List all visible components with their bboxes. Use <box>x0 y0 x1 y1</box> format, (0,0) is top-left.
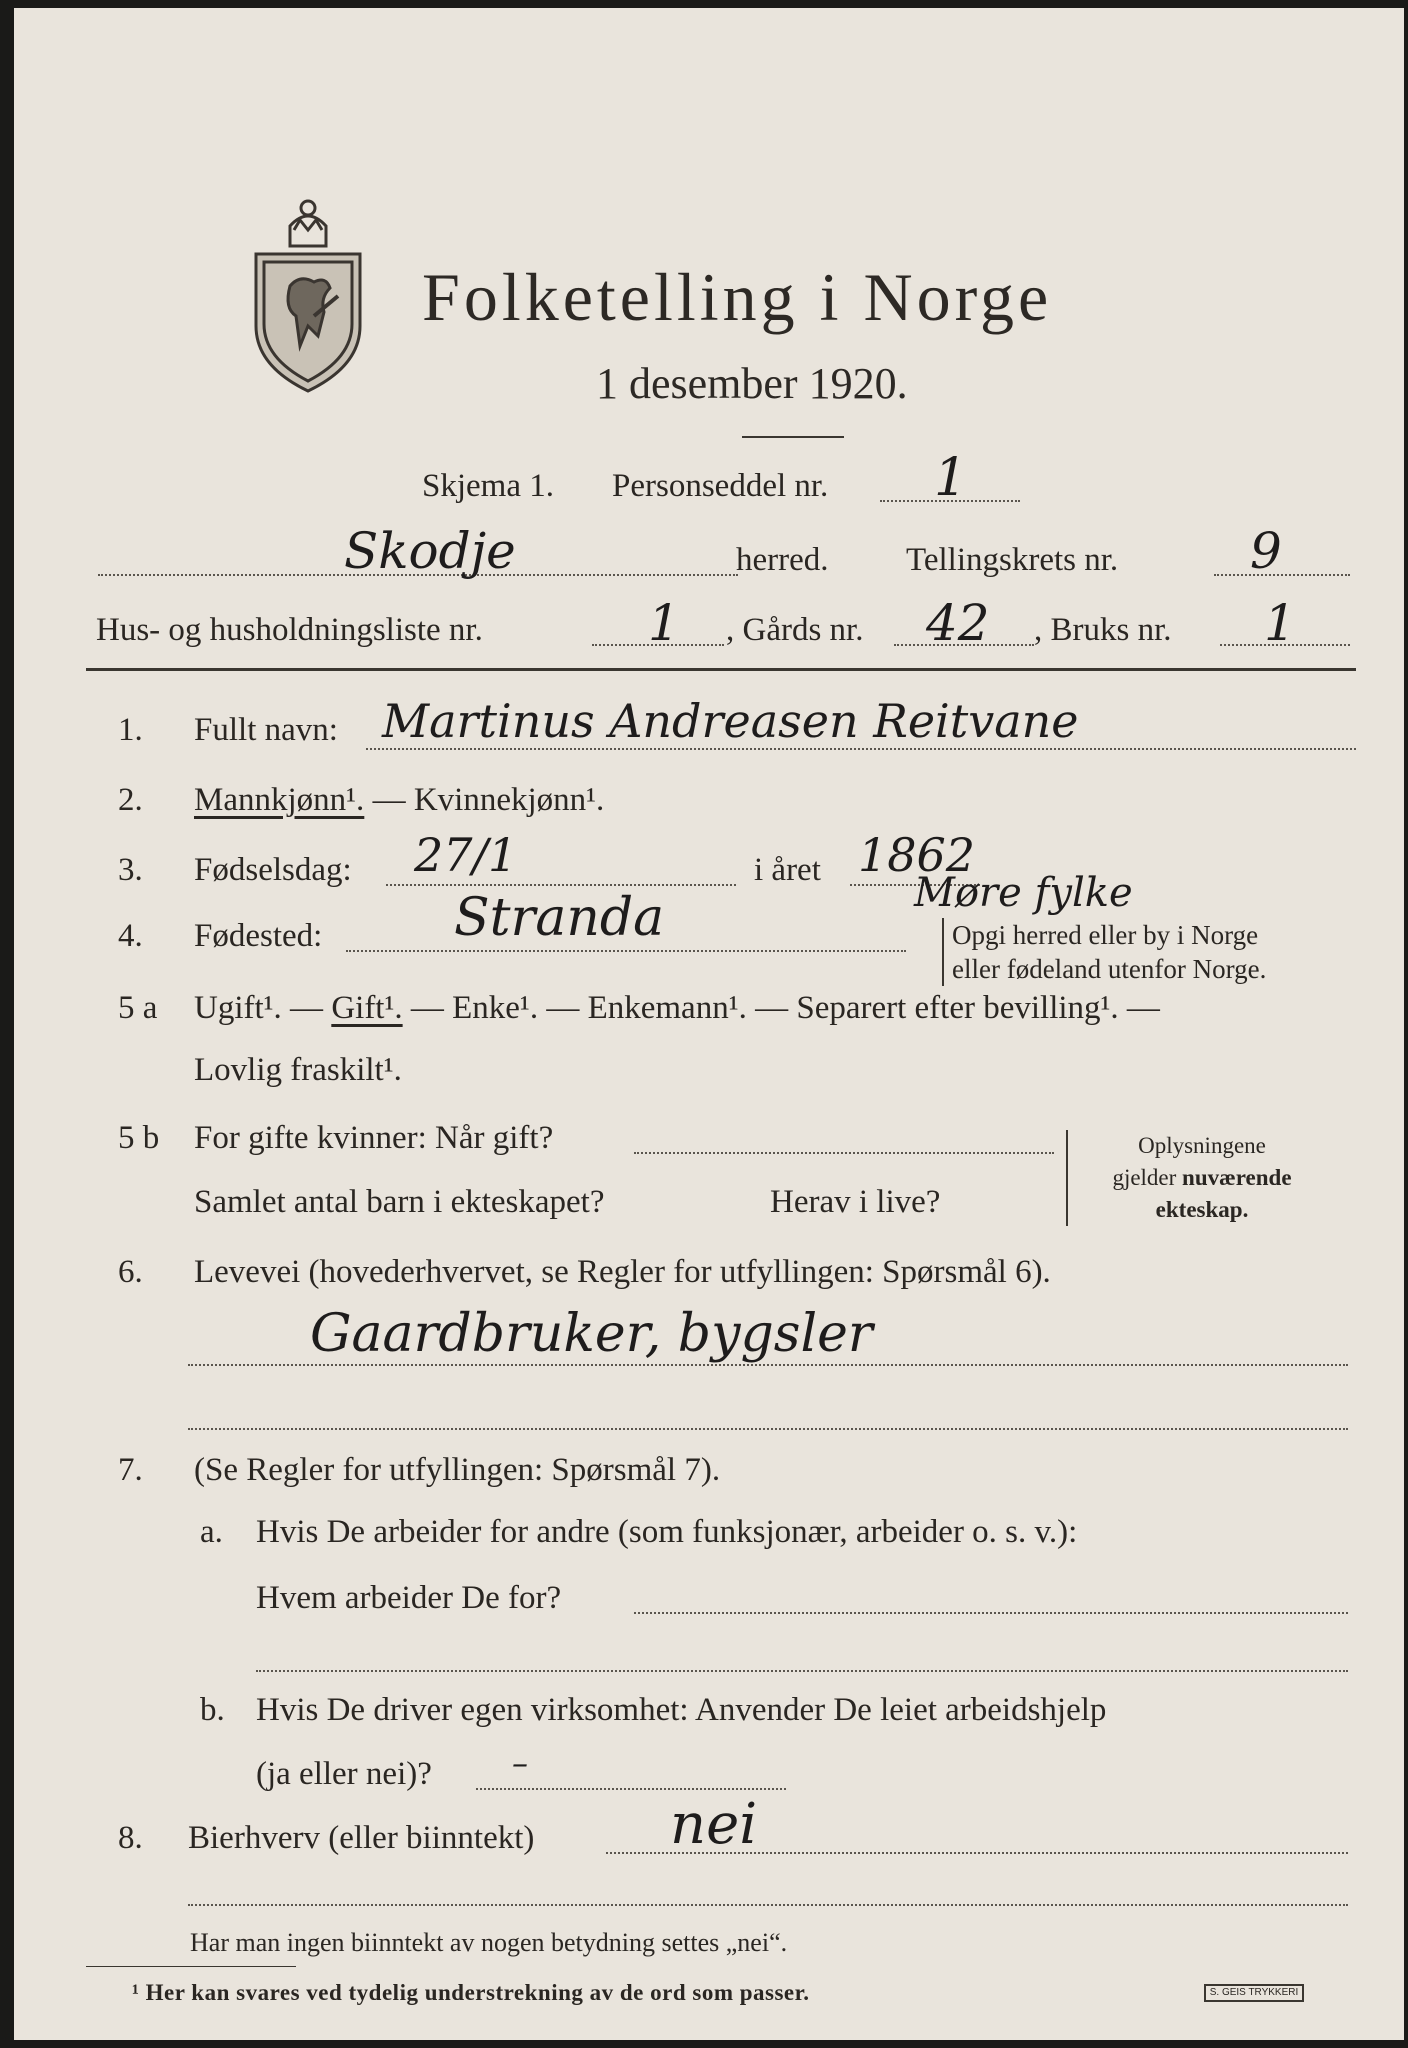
q2-number: 2. <box>118 782 143 818</box>
q7a-line1: Hvis De arbeider for andre (som funksjonær, arbeider o. s. v.): <box>256 1514 1078 1550</box>
personseddel-label: Personseddel nr. <box>612 468 829 504</box>
census-date: 1 desember 1920. <box>596 359 908 408</box>
q3-year-label: i året <box>754 852 821 888</box>
gards-value[interactable]: 42 <box>926 594 990 652</box>
q4-instruction-note <box>942 918 1266 986</box>
q7b-line2: (ja eller nei)? <box>256 1756 432 1792</box>
tellingskrets-label: Tellingskrets nr. <box>906 542 1119 578</box>
bruks-label: , Bruks nr. <box>1034 612 1172 648</box>
herred-value[interactable]: Skodje <box>344 522 516 580</box>
footnote-divider <box>86 1966 296 1967</box>
personseddel-value[interactable]: 1 <box>934 448 968 508</box>
bruks-value[interactable]: 1 <box>1264 594 1296 652</box>
q4-number: 4. <box>118 918 143 954</box>
q8-note: Har man ingen biinntekt av nogen betydning settes „nei“. <box>190 1928 788 1957</box>
q2-kvinnekjonn-option[interactable]: Kvinnekjønn¹. <box>413 782 605 818</box>
coat-of-arms-icon <box>250 186 366 396</box>
q8-number: 8. <box>118 1820 143 1856</box>
q3-number: 3. <box>118 852 143 888</box>
q5b-line1: For gifte kvinner: Når gift? <box>194 1120 554 1156</box>
q1-label: Fullt navn: <box>194 712 338 748</box>
q5a-fraskilt-option[interactable]: Lovlig fraskilt¹. <box>194 1052 402 1088</box>
q6-field-line-2 <box>188 1428 1348 1430</box>
q6-occupation-value[interactable]: Gaardbruker, bygsler <box>310 1304 873 1364</box>
q1-name-value[interactable]: Martinus Andreasen Reitvane <box>382 694 1079 748</box>
q5b-note <box>1066 1130 1322 1226</box>
census-form <box>14 8 1404 2040</box>
q7b-field-line <box>476 1788 786 1790</box>
tellingskrets-value[interactable]: 9 <box>1250 522 1282 580</box>
q7b-line1: Hvis De driver egen virksomhet: Anvender De leiet arbeidshjelp <box>256 1692 1107 1728</box>
q5b-number: 5 b <box>118 1120 160 1156</box>
q5a-other-options[interactable]: — Enke¹. — Enkemann¹. — Separert efter bevilling¹. — <box>402 990 1160 1026</box>
q4-note-line1: Opgi herred eller by i Norge <box>952 920 1259 950</box>
q3-field-line <box>386 884 736 886</box>
q5a-options <box>194 990 1160 1027</box>
q3-label: Fødselsdag: <box>194 852 352 888</box>
q2-options <box>194 782 604 819</box>
q4-field-line <box>346 950 906 952</box>
q3-birthdate-value[interactable]: 27/1 <box>414 828 518 882</box>
q4-note-line2: eller fødeland utenfor Norge. <box>952 954 1267 984</box>
printer-mark: S. GEIS TRYKKERI <box>1204 1984 1304 2002</box>
q4-label: Fødested: <box>194 918 323 954</box>
tellingskrets-field-line <box>1214 574 1350 576</box>
q5b-line2b: Herav i live? <box>770 1184 941 1220</box>
q5a-number: 5 a <box>118 990 158 1026</box>
q1-number: 1. <box>118 712 143 748</box>
q4-birthplace-value[interactable]: Stranda <box>454 888 665 948</box>
q7b-marker: b. <box>200 1692 225 1728</box>
header-divider <box>86 668 1356 671</box>
skjema-label: Skjema 1. <box>422 468 554 504</box>
q2-mannkjonn-option[interactable]: Mannkjønn¹. <box>194 782 365 818</box>
q8-field-line <box>606 1852 1348 1854</box>
q8-field-line-2 <box>188 1904 1348 1906</box>
gards-label: , Gårds nr. <box>726 612 864 648</box>
q4-county-value[interactable]: Møre fylke <box>914 870 1133 916</box>
q2-separator: — <box>364 782 414 818</box>
q7a-line2: Hvem arbeider De for? <box>256 1580 562 1616</box>
q8-value[interactable]: nei <box>670 1792 758 1857</box>
hus-label: Hus- og husholdningsliste nr. <box>96 612 483 648</box>
q7a-field-line-2 <box>256 1670 1348 1672</box>
q5a-ugift-option[interactable]: Ugift¹. — <box>194 990 332 1026</box>
q1-field-line <box>366 748 1356 750</box>
hus-value[interactable]: 1 <box>648 594 680 652</box>
title-divider <box>742 436 844 438</box>
footnote: ¹ Her kan svares ved tydelig understrekning av de ord som passer. <box>132 1980 810 2005</box>
q3-year-value[interactable]: 1862 <box>858 828 976 882</box>
q8-label: Bierhverv (eller biinntekt) <box>188 1820 535 1856</box>
q5b-married-field-line <box>634 1152 1054 1154</box>
q6-field-line-1 <box>188 1364 1348 1366</box>
q7-number: 7. <box>118 1452 143 1488</box>
q5b-note-line3: ekteskap. <box>1155 1197 1249 1222</box>
q7a-marker: a. <box>200 1514 223 1550</box>
q5b-note-line2: gjelder nuværende <box>1112 1165 1292 1190</box>
q7-label: (Se Regler for utfyllingen: Spørsmål 7). <box>194 1452 721 1488</box>
q6-number: 6. <box>118 1254 143 1290</box>
herred-label: herred. <box>736 542 829 578</box>
q5b-line2a: Samlet antal barn i ekteskapet? <box>194 1184 605 1220</box>
q5b-note-line1: Oplysningene <box>1138 1133 1266 1158</box>
q7b-value[interactable]: – <box>512 1744 528 1782</box>
q6-label: Levevei (hovederhvervet, se Regler for utfyllingen: Spørsmål 6). <box>194 1254 1051 1290</box>
form-title: Folketelling i Norge <box>422 259 1053 335</box>
q5a-gift-option[interactable]: Gift¹. <box>331 990 403 1026</box>
q7a-field-line-1 <box>634 1612 1348 1614</box>
